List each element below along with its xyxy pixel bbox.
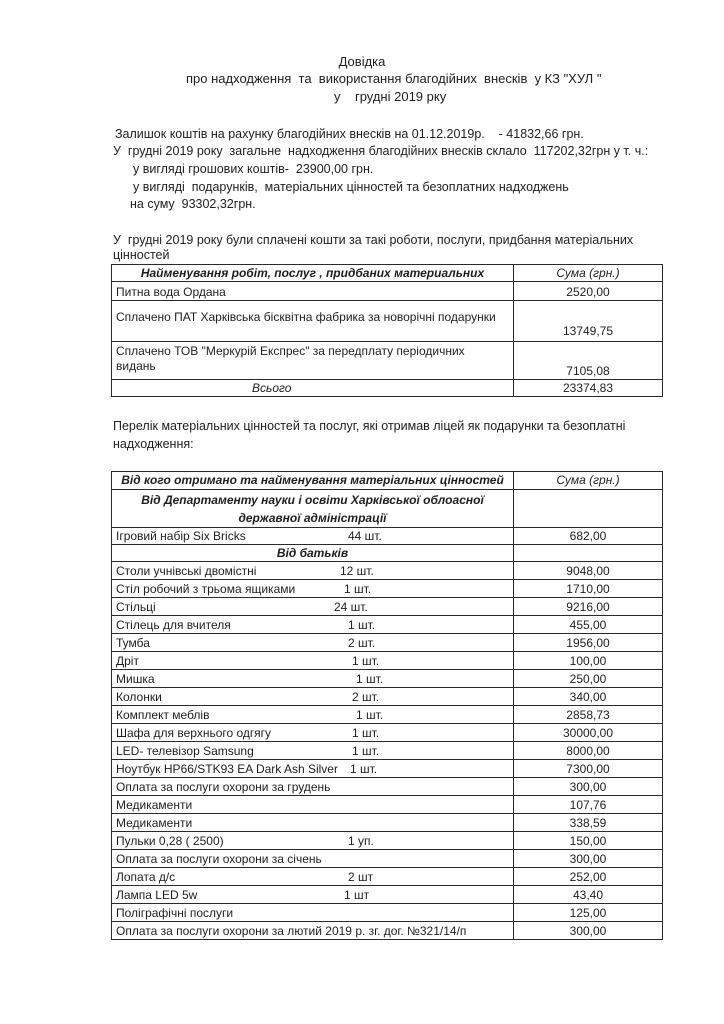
item-name: Поліграфічні послуги <box>116 906 234 920</box>
table-row <box>112 562 663 580</box>
item-name-cell <box>112 778 514 796</box>
item-name-cell <box>112 706 514 724</box>
item-name: Комплект меблів <box>116 708 210 722</box>
item-quantity: 44 шт. <box>348 529 382 543</box>
item-quantity: 1 шт. <box>352 726 380 740</box>
item-name-cell <box>112 868 514 886</box>
column-header-source: Від кого отримано та найменування матеріальних цінностей <box>112 472 514 490</box>
table-row <box>112 616 663 634</box>
table-row <box>112 580 663 598</box>
table-row <box>112 634 663 652</box>
paid-intro-line2: цінностей <box>113 248 170 262</box>
item-name: Столи учнівські двомістні <box>116 564 257 578</box>
item-sum: 300,00 <box>514 922 663 940</box>
received-intro-line2: надходження: <box>113 437 194 451</box>
item-quantity: 1 шт. <box>356 708 384 722</box>
expense-name-line1: Сплачено ТОВ "Меркурій Експрес" за передплату періодичних <box>116 344 465 358</box>
table-row <box>112 342 663 380</box>
item-sum: 7300,00 <box>514 760 663 778</box>
item-quantity: 1 шт <box>344 888 370 902</box>
item-name-cell <box>112 760 514 778</box>
gifts-sum-line: на суму 93302,32грн. <box>130 197 256 211</box>
item-quantity: 1 шт. <box>348 618 376 632</box>
item-sum: 43,40 <box>514 886 663 904</box>
item-name-cell <box>112 850 514 868</box>
item-name: Колонки <box>116 690 162 704</box>
table-row <box>112 528 663 545</box>
expense-sum: 7105,08 <box>514 342 663 380</box>
item-sum: 1956,00 <box>514 634 663 652</box>
table-row <box>112 850 663 868</box>
item-name: Дріт <box>116 654 139 668</box>
expense-name <box>112 342 514 380</box>
table-header-row <box>112 472 663 490</box>
item-name: Оплата за послуги охорони за січень <box>116 852 322 866</box>
item-name-cell <box>112 616 514 634</box>
column-header-sum: Сума (грн.) <box>514 265 663 282</box>
table-row <box>112 832 663 850</box>
item-name: LED- телевізор Samsung <box>116 744 254 758</box>
item-sum: 9216,00 <box>514 598 663 616</box>
received-intro-line1: Перелік матеріальних цінностей та послуг, які отримав ліцей як подарунки та безоплатні <box>113 419 626 433</box>
department-line1: Від Департаменту науки і освіти Харківської облоасної <box>141 492 484 507</box>
table-row <box>112 904 663 922</box>
table-row <box>112 742 663 760</box>
item-name-cell <box>112 814 514 832</box>
paid-intro-line1: У грудні 2019 року були сплачені кошти за такі роботи, послуги, придбання матеріальних <box>113 233 634 247</box>
item-name: Лампа LED 5w <box>116 888 198 902</box>
document-title: Довідка <box>338 54 386 69</box>
item-name: Стілець для вчителя <box>116 618 231 632</box>
item-name: Стіл робочий з трьома ящиками <box>116 582 296 596</box>
item-name-cell <box>112 562 514 580</box>
item-sum: 125,00 <box>514 904 663 922</box>
table-row <box>112 814 663 832</box>
table-row <box>112 652 663 670</box>
paid-expenses-table <box>111 264 663 397</box>
item-name: Лопата д/с <box>116 870 176 884</box>
item-name-cell <box>112 742 514 760</box>
department-line2: державної адміністрації <box>238 510 387 525</box>
item-sum: 8000,00 <box>514 742 663 760</box>
item-sum: 338,59 <box>514 814 663 832</box>
table-row <box>112 706 663 724</box>
parents-row <box>112 545 663 562</box>
item-quantity: 12 шт. <box>340 564 374 578</box>
item-name: Медикаменти <box>116 816 193 830</box>
item-name-cell <box>112 634 514 652</box>
department-row <box>112 490 663 528</box>
department-source <box>112 490 514 528</box>
table-row <box>112 670 663 688</box>
item-name: Ігровий набір Six Bricks <box>116 529 246 543</box>
item-quantity: 24 шт. <box>334 600 368 614</box>
item-name-cell <box>112 922 514 940</box>
item-quantity: 1 шт. <box>344 582 372 596</box>
item-quantity: 1 шт. <box>350 762 378 776</box>
item-quantity: 1 шт. <box>352 744 380 758</box>
item-sum: 252,00 <box>514 868 663 886</box>
department-sum-empty <box>514 490 663 528</box>
item-name-cell <box>112 580 514 598</box>
item-quantity: 1 шт. <box>356 672 384 686</box>
item-sum: 1710,00 <box>514 580 663 598</box>
item-name-cell <box>112 670 514 688</box>
item-quantity: 2 шт. <box>352 690 380 704</box>
table-row <box>112 796 663 814</box>
table-row <box>112 778 663 796</box>
item-name-cell <box>112 528 514 545</box>
item-name-cell <box>112 904 514 922</box>
table-row <box>112 886 663 904</box>
item-name: Тумба <box>116 636 150 650</box>
item-sum: 340,00 <box>514 688 663 706</box>
document-subtitle: про надходження та використання благодійних внесків у КЗ "ХУЛ " <box>186 71 602 86</box>
item-name-cell <box>112 688 514 706</box>
item-name: Мишка <box>116 672 155 686</box>
expense-name-line2: видань <box>116 359 156 373</box>
item-name: Стільці <box>116 600 156 614</box>
item-quantity: 1 шт. <box>352 654 380 668</box>
expense-sum: 2520,00 <box>514 282 663 301</box>
item-name: Ноутбук HP66/STK93 EA Dark Ash Silver <box>116 762 338 776</box>
table-row <box>112 598 663 616</box>
item-sum: 150,00 <box>514 832 663 850</box>
table-row <box>112 282 663 301</box>
document-period: у грудні 2019 рку <box>334 89 447 104</box>
item-name-cell <box>112 886 514 904</box>
item-sum: 107,76 <box>514 796 663 814</box>
expense-name: Питна вода Ордана <box>112 282 514 301</box>
gifts-line: у вигляді подарунків, матеріальних цінностей та безоплатних надходжень <box>133 180 569 194</box>
received-items-table <box>111 471 663 940</box>
total-income-line: У грудні 2019 року загальне надходження благодійних внесків склало 117202,32грн у т. ч.: <box>113 144 649 158</box>
item-sum: 30000,00 <box>514 724 663 742</box>
item-name-cell <box>112 724 514 742</box>
column-header-sum: Сума (грн.) <box>514 472 663 490</box>
item-quantity: 2 шт <box>348 870 374 884</box>
total-label: Всього <box>112 380 514 397</box>
item-sum: 300,00 <box>514 778 663 796</box>
parents-source: Від батьків <box>112 545 514 562</box>
item-sum: 455,00 <box>514 616 663 634</box>
table-row <box>112 868 663 886</box>
table-total-row <box>112 380 663 397</box>
item-name: Шафа для верхнього одгягу <box>116 726 272 740</box>
cash-line: у вигляді грошових коштів- 23900,00 грн. <box>133 162 374 176</box>
item-sum: 682,00 <box>514 528 663 545</box>
item-name-cell <box>112 652 514 670</box>
item-sum: 250,00 <box>514 670 663 688</box>
table-row <box>112 301 663 342</box>
table-row <box>112 688 663 706</box>
item-name: Оплата за послуги охорони за грудень <box>116 780 331 794</box>
table-row <box>112 724 663 742</box>
item-sum: 300,00 <box>514 850 663 868</box>
item-quantity: 2 шт. <box>348 636 376 650</box>
item-name: Оплата за послуги охорони за лютий 2019 р. зг. дог. №321/14/п <box>116 924 467 938</box>
total-sum: 23374,83 <box>514 380 663 397</box>
table-header-row <box>112 265 663 282</box>
table-row <box>112 922 663 940</box>
expense-sum: 13749,75 <box>514 301 663 342</box>
item-name-cell <box>112 796 514 814</box>
balance-line: Залишок коштів на рахунку благодійних внесків на 01.12.2019р. - 41832,66 грн. <box>115 127 584 141</box>
parents-sum-empty <box>514 545 663 562</box>
item-name: Пульки 0,28 ( 2500) <box>116 834 224 848</box>
table-row <box>112 760 663 778</box>
item-name-cell <box>112 598 514 616</box>
item-name: Медикаменти <box>116 798 193 812</box>
item-sum: 2858,73 <box>514 706 663 724</box>
item-name-cell <box>112 832 514 850</box>
item-sum: 9048,00 <box>514 562 663 580</box>
item-quantity: 1 уп. <box>348 834 374 848</box>
expense-name: Сплачено ПАТ Харківська бісквітна фабрика за новорічні подарунки <box>112 301 514 342</box>
column-header-name: Найменування робіт, послуг , придбаних материальних <box>112 265 514 282</box>
item-sum: 100,00 <box>514 652 663 670</box>
